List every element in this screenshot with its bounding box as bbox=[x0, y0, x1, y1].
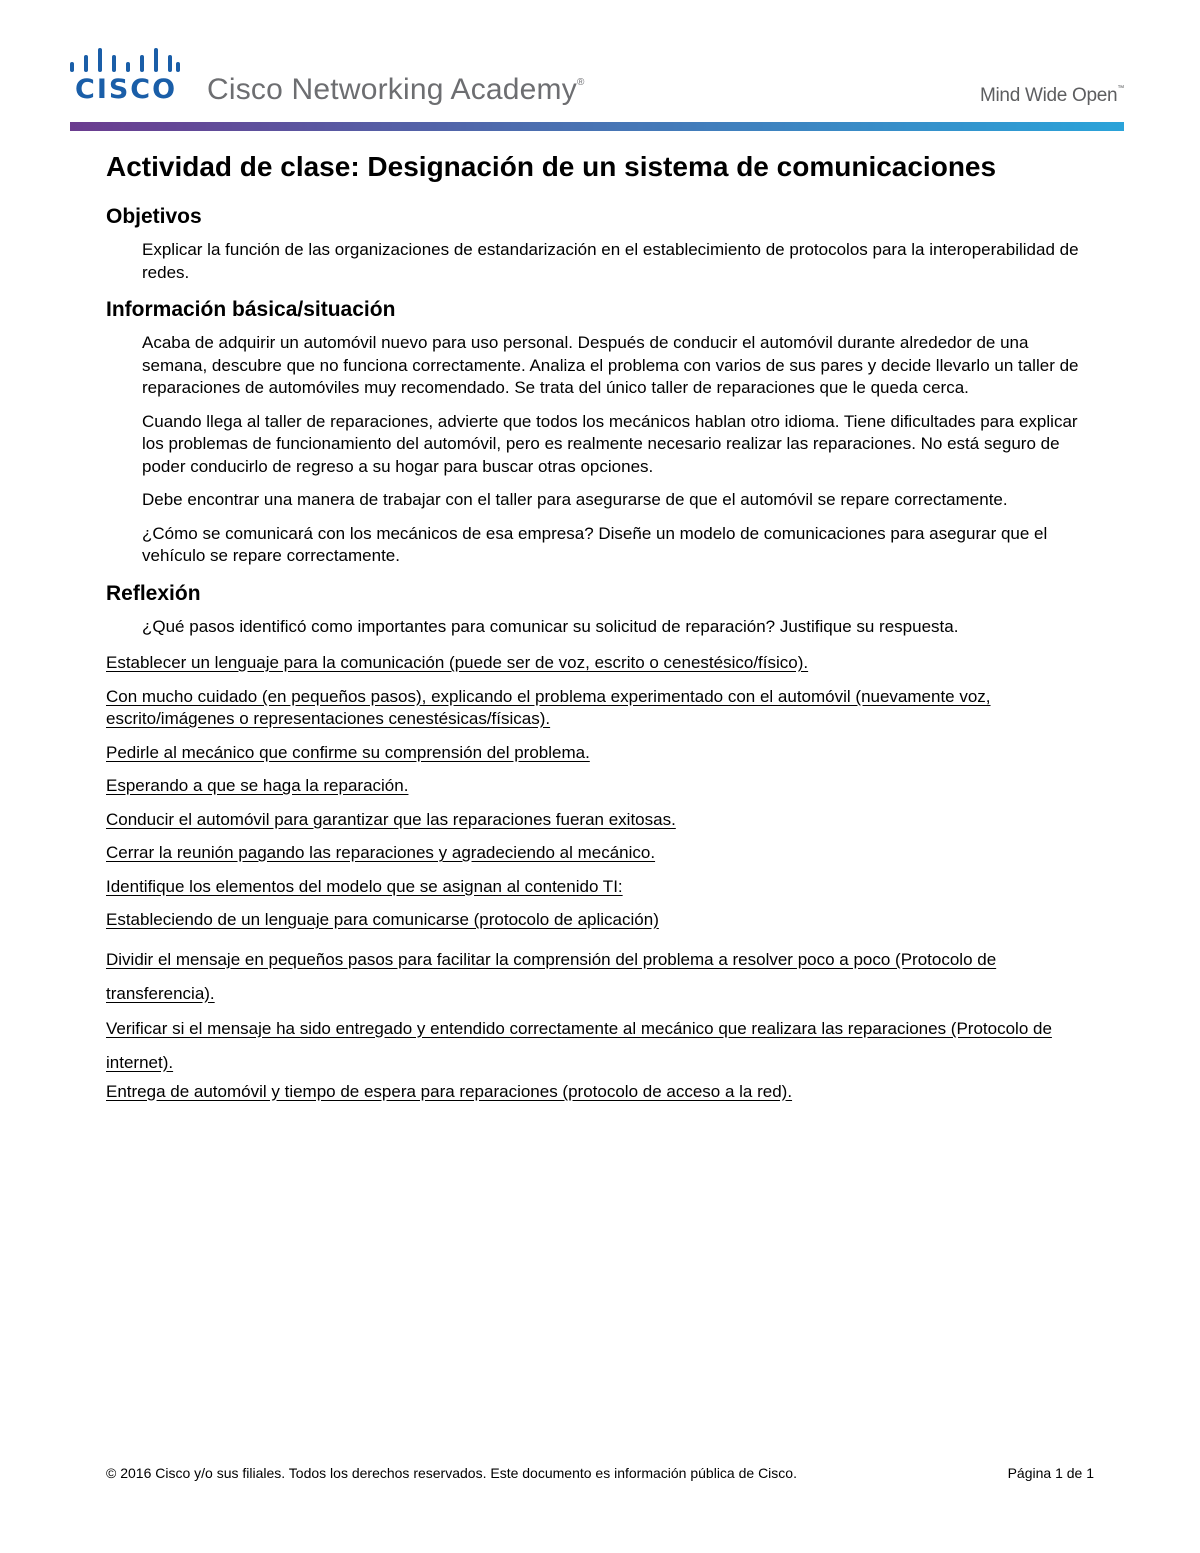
background-section bbox=[106, 297, 1096, 568]
page-footer bbox=[106, 1465, 1094, 1481]
answer-line: Estableciendo de un lenguaje para comunicarse (protocolo de aplicación) bbox=[106, 910, 659, 929]
background-paragraph: ¿Cómo se comunicará con los mecánicos de esa empresa? Diseñe un modelo de comunicaciones para asegurar que el vehículo se repare correctamente. bbox=[142, 523, 1048, 565]
reflection-section bbox=[106, 581, 1096, 639]
background-paragraph: Debe encontrar una manera de trabajar con el taller para asegurarse de que el automóvil se repare correctamente. bbox=[142, 490, 1008, 509]
answer-line: Con mucho cuidado (en pequeños pasos), explicando el problema experimentado con el automóvil (nuevamente voz, escrito/imágenes o representaciones cenestésicas/físicas). bbox=[106, 686, 991, 728]
answer-line: Conducir el automóvil para garantizar que las reparaciones fueran exitosas. bbox=[106, 809, 676, 829]
objectives-heading: Objetivos bbox=[106, 205, 202, 228]
background-heading: Información básica/situación bbox=[106, 298, 396, 321]
cisco-logo-bars-icon bbox=[70, 46, 180, 74]
answer-line: Entrega de automóvil y tiempo de espera para reparaciones (protocolo de acceso a la red). bbox=[106, 1081, 793, 1101]
answer-line: Cerrar la reunión pagando las reparaciones y agradeciendo al mecánico. bbox=[106, 843, 656, 862]
copyright-text: © 2016 Cisco y/o sus filiales. Todos los derechos reservados. Este documento es información pública de Cisco. bbox=[106, 1465, 797, 1481]
page-title: Actividad de clase: Designación de un sistema de comunicaciones bbox=[106, 151, 997, 182]
answer-line: Establecer un lenguaje para la comunicación (puede ser de voz, escrito o cenestésico/físico). bbox=[106, 653, 809, 672]
page-number: Página 1 de 1 bbox=[1007, 1465, 1094, 1481]
header-gradient-bar bbox=[70, 122, 1124, 131]
academy-title: Cisco Networking Academy® bbox=[207, 73, 585, 106]
background-paragraph: Cuando llega al taller de reparaciones, advierte que todos los mecánicos hablan otro idioma. Tiene dificultades para explicar los problemas de funcionamiento del automóvil, pero es realmente necesario realizar las reparaciones. No está seguro de poder conducirlo de regreso a su hogar para buscar otras opciones. bbox=[142, 411, 1078, 476]
answer-line: Verificar si el mensaje ha sido entregado y entendido correctamente al mecánico que realizara las reparaciones (Protocolo de internet). bbox=[106, 1018, 1052, 1072]
reflection-heading: Reflexión bbox=[106, 581, 201, 605]
document-body bbox=[106, 148, 1096, 1114]
background-paragraph: Acaba de adquirir un automóvil nuevo para uso personal. Después de conducir el automóvil durante alrededor de una semana, descubre que no funciona correctamente. Analiza el problema con varios de sus pares y decide llevarlo un taller de reparaciones de automóviles muy recomendado. Se trata del único taller de reparaciones que le queda cerca. bbox=[142, 333, 1079, 397]
answer-line: Dividir el mensaje en pequeños pasos para facilitar la comprensión del problema a resolver poco a poco (Protocolo de transferencia). bbox=[106, 949, 997, 1003]
objectives-section bbox=[106, 204, 1096, 284]
objectives-text: Explicar la función de las organizaciones de estandarización en el establecimiento de protocolos para la interoperabilidad de redes. bbox=[142, 240, 1079, 282]
answer-line: Pedirle al mecánico que confirme su comprensión del problema. bbox=[106, 742, 590, 762]
answer-line: Identifique los elementos del modelo que se asignan al contenido TI: bbox=[106, 876, 623, 896]
tagline: Mind Wide Open™ bbox=[979, 85, 1124, 106]
answer-list bbox=[106, 652, 1096, 1103]
reflection-question: ¿Qué pasos identificó como importantes para comunicar su solicitud de reparación? Justifique su respuesta. bbox=[142, 616, 959, 636]
answer-line: Esperando a que se haga la reparación. bbox=[106, 776, 409, 795]
cisco-logo-wordmark: CISCO bbox=[75, 74, 178, 105]
